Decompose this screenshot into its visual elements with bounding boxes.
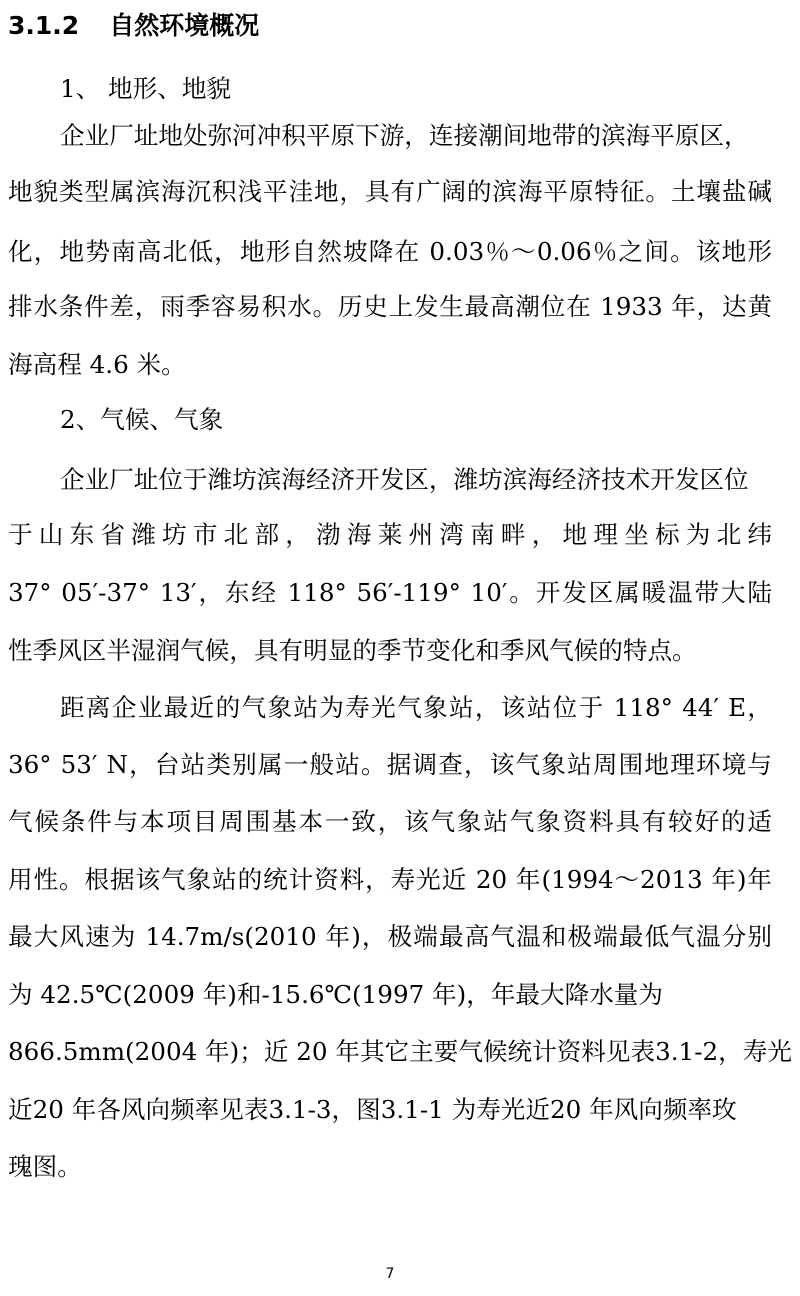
- paragraph-line: 最大风速为 14.7m/s(2010 年)，极端最高气温和极端最低气温分别: [8, 922, 772, 951]
- paragraph-line: 性季风区半湿润气候，具有明显的季节变化和季风气候的特点。: [8, 636, 697, 665]
- paragraph-line: 于山东省潍坊市北部，渤海莱州湾南畔，地理坐标为北纬: [8, 520, 772, 549]
- paragraph-line: 海高程 4.6 米。: [8, 350, 186, 379]
- paragraph-line: 866.5mm(2004 年)；近 20 年其它主要气候统计资料见表3.1-2，寿光: [8, 1037, 792, 1066]
- section-number: 3.1.2: [8, 11, 80, 40]
- paragraph-line: 化，地势南高北低，地形自然坡降在 0.03％～0.06％之间。该地形: [8, 237, 772, 266]
- page-number: 7: [385, 1266, 395, 1282]
- paragraph-line: 近20 年各风向频率见表3.1-3，图3.1-1 为寿光近20 年风向频率玫: [8, 1095, 737, 1124]
- paragraph-line: 瑰图。: [8, 1152, 82, 1181]
- paragraph-line: 气候条件与本项目周围基本一致，该气象站气象资料具有较好的适: [8, 807, 772, 836]
- paragraph-line: 为 42.5℃(2009 年)和-15.6℃(1997 年)，年最大降水量为: [8, 980, 663, 1009]
- paragraph-line: 37° 05′-37° 13′，东经 118° 56′-119° 10′。开发区属暖温带大陆: [8, 578, 772, 607]
- section-heading: [8, 6, 259, 42]
- paragraph-line: 地貌类型属滨海沉积浅平洼地，具有广阔的滨海平原特征。土壤盐碱: [8, 177, 772, 206]
- section-title: 自然环境概况: [109, 11, 260, 40]
- subsection-heading-terrain: 1、 地形、地貌: [60, 74, 232, 103]
- paragraph-line: 企业厂址地处弥河冲积平原下游，连接潮间地带的滨海平原区，: [60, 121, 749, 150]
- paragraph-line: 排水条件差，雨季容易积水。历史上发生最高潮位在 1933 年，达黄: [8, 292, 772, 321]
- paragraph-line: 用性。根据该气象站的统计资料，寿光近 20 年(1994～2013 年)年: [8, 865, 772, 894]
- paragraph-line: 36° 53′ N，台站类别属一般站。据调查，该气象站周围地理环境与: [8, 750, 772, 779]
- paragraph-line: 企业厂址位于潍坊滨海经济开发区，潍坊滨海经济技术开发区位: [60, 465, 749, 494]
- paragraph-line: 距离企业最近的气象站为寿光气象站，该站位于 118° 44′ E，: [60, 693, 772, 722]
- subsection-heading-climate: 2、气候、气象: [60, 405, 224, 434]
